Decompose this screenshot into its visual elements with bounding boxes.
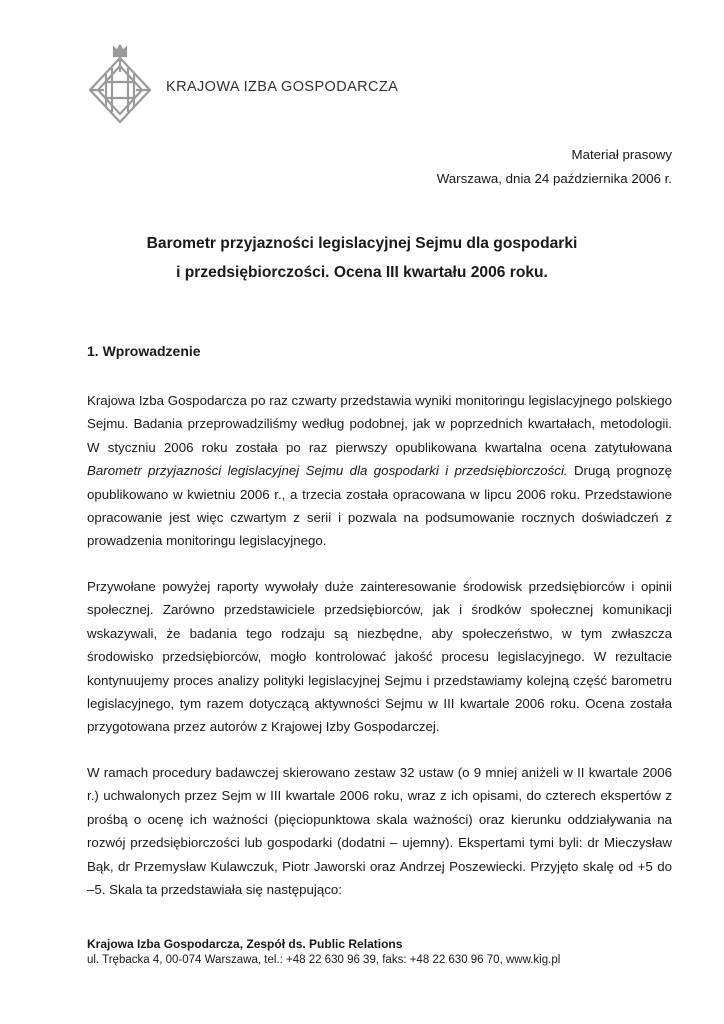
paragraph-1-italic-title: Barometr przyjazności legislacyjnej Sejmu dla gospodarki i przedsiębiorczości. xyxy=(87,463,568,479)
paragraph-2: Przywołane powyżej raporty wywołały duże zainteresowanie środowisk przedsiębiorców i opinii społecznej. Zarówno przedstawiciele przedsiębiorców, jak i środków społecznej komunikacji wskazywali, że badania tego rodzaju są niezbędne, aby społeczeństwo, w tym zwłaszcza środowisko przedsiębiorców, mogło kontrolować jakość procesu legislacyjnego. W rezultacie kontynuujemy proces analizy polityki legislacyjnej Sejmu i przedstawiamy kolejną część barometru legislacyjnego, tym razem dotyczącą aktywności Sejmu w III kwartale 2006 roku. Ocena została przygotowana przez autorów z Krajowej Izby Gospodarczej. xyxy=(87,579,672,735)
kig-emblem-icon xyxy=(80,42,160,126)
section-heading: 1. Wprowadzenie xyxy=(87,343,201,359)
place-date: Warszawa, dnia 24 października 2006 r. xyxy=(436,171,672,186)
footer-org: Krajowa Izba Gospodarcza, Zespół ds. Public Relations xyxy=(87,937,403,951)
page-footer xyxy=(87,936,687,968)
document-title xyxy=(0,229,724,287)
press-header xyxy=(437,143,672,191)
paragraph-3: W ramach procedury badawczej skierowano zestaw 32 ustaw (o 9 mniej aniżeli w II kwartale 2006 r.) uchwalonych przez Sejm w III kwartale 2006 roku, wraz z ich opisami, do czterech ekspertów z prośbą o ocenę ich ważności (pięciopunktowa skala ważności) oraz kierunku oddziaływania na rozwój przedsiębiorczości lub gospodarki (dodatni – ujemny). Ekspertami tymi byli: dr Mieczysław Bąk, dr Przemysław Kulawczuk, Piotr Jaworski oraz Andrzej Poszewiecki. Przyjęto skalę od +5 do –5. Skala ta przedstawiała się następująco: xyxy=(87,765,672,898)
paragraph-1-text-a: Krajowa Izba Gospodarcza po raz czwarty przedstawia wyniki monitoringu legislacyjnego polskiego Sejmu. Badania przeprowadziliśmy według podobnej, jak w poprzednich kwartałach, metodologii. W styczniu 2006 roku została po raz pierwszy opublikowana kwartalna ocena zatytułowana xyxy=(87,393,672,455)
footer-address: ul. Trębacka 4, 00-074 Warszawa, tel.: +48 22 630 96 39, faks: +48 22 630 96 70, www.kig.pl xyxy=(87,954,561,966)
press-label: Materiał prasowy xyxy=(571,147,672,162)
title-line-2: i przedsiębiorczości. Ocena III kwartału 2006 roku. xyxy=(176,264,548,281)
paragraph-1 xyxy=(87,389,672,553)
kig-logo xyxy=(80,42,410,126)
title-line-1: Barometr przyjazności legislacyjnej Sejmu dla gospodarki xyxy=(146,235,578,252)
org-name: KRAJOWA IZBA GOSPODARCZA xyxy=(166,79,399,95)
paragraph-1-text-b: Drugą prognozę opublikowano w kwietniu 2006 r., a trzecia została opracowana w lipcu 2006 roku. Przedstawione opracowanie jest więc czwartym z serii i pozwala na podsumowanie rocznych doświadczeń z prowadzenia monitoringu legislacyjnego. xyxy=(87,463,672,549)
